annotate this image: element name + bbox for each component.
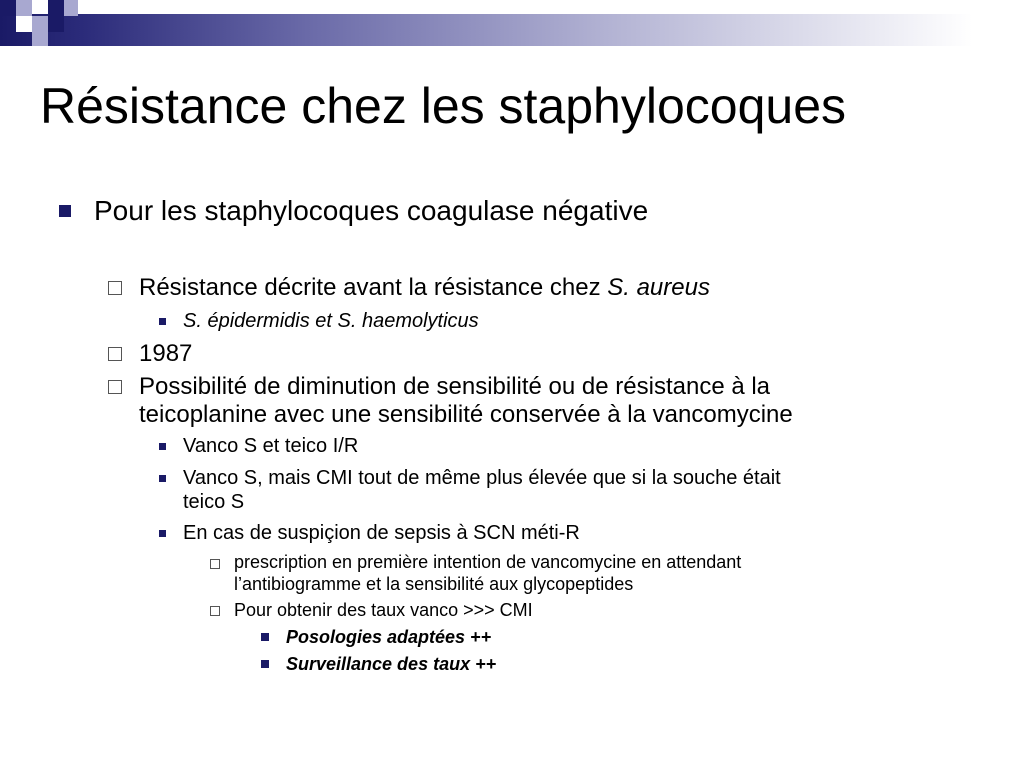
bullet-level1-text: Pour les staphylocoques coagulase négative [94,195,649,226]
text-line: prescription en première intention de vancomycine en attendant [234,552,742,572]
bullet-square-icon [59,205,71,217]
bullet-level4-text [234,551,741,595]
text-segment-italic: S. aureus [607,274,710,301]
text-segment: Résistance décrite avant la résistance chez [139,274,608,301]
bullet-square-icon [261,660,269,668]
header-square-light [16,0,32,16]
bullet-square-icon [159,443,166,450]
bullet-level3-text: S. épidermidis et S. haemolyticus [183,310,479,332]
bullet-hollow-square-icon [108,281,122,295]
header-square-light [32,16,48,32]
bullet-level3-text: En cas de suspiçion de sepsis à SCN méti-R [183,522,580,544]
bullet-square-icon [159,475,166,482]
text-line: Vanco S, mais CMI tout de même plus élevée que si la souche était [183,467,781,489]
bullet-level5-text: Surveillance des taux ++ [286,654,497,674]
bullet-square-icon [159,318,166,325]
header-square-dark [48,0,64,16]
bullet-square-icon [159,530,166,537]
header-square-light [64,0,78,16]
text-line: teicoplanine avec une sensibilité conservée à la vancomycine [139,401,793,428]
slide-title: Résistance chez les staphylocoques [40,78,847,134]
header-square-dark [0,0,16,16]
header-square-white [16,16,32,32]
bullet-level3-text: Vanco S et teico I/R [183,435,359,457]
bullet-level5-text: Posologies adaptées ++ [286,627,492,647]
bullet-level4-text: Pour obtenir des taux vanco >>> CMI [234,600,533,620]
text-line: teico S [183,491,245,513]
text-line: l’antibiogramme et la sensibilité aux glycopeptides [234,574,634,594]
bullet-hollow-square-icon [210,606,220,616]
bullet-hollow-square-icon [210,559,220,569]
bullet-hollow-square-icon [108,380,122,394]
bullet-level3-text [183,466,781,514]
bullet-level2-text [139,274,710,302]
header-gradient-bar [0,14,1024,46]
header-square-dark [48,16,64,32]
bullet-square-icon [261,633,269,641]
bullet-level2-text [139,373,793,429]
bullet-hollow-square-icon [108,347,122,361]
bullet-level2-text: 1987 [139,340,193,367]
text-line: Possibilité de diminution de sensibilité ou de résistance à la [139,373,771,400]
header-square-light [32,32,48,46]
